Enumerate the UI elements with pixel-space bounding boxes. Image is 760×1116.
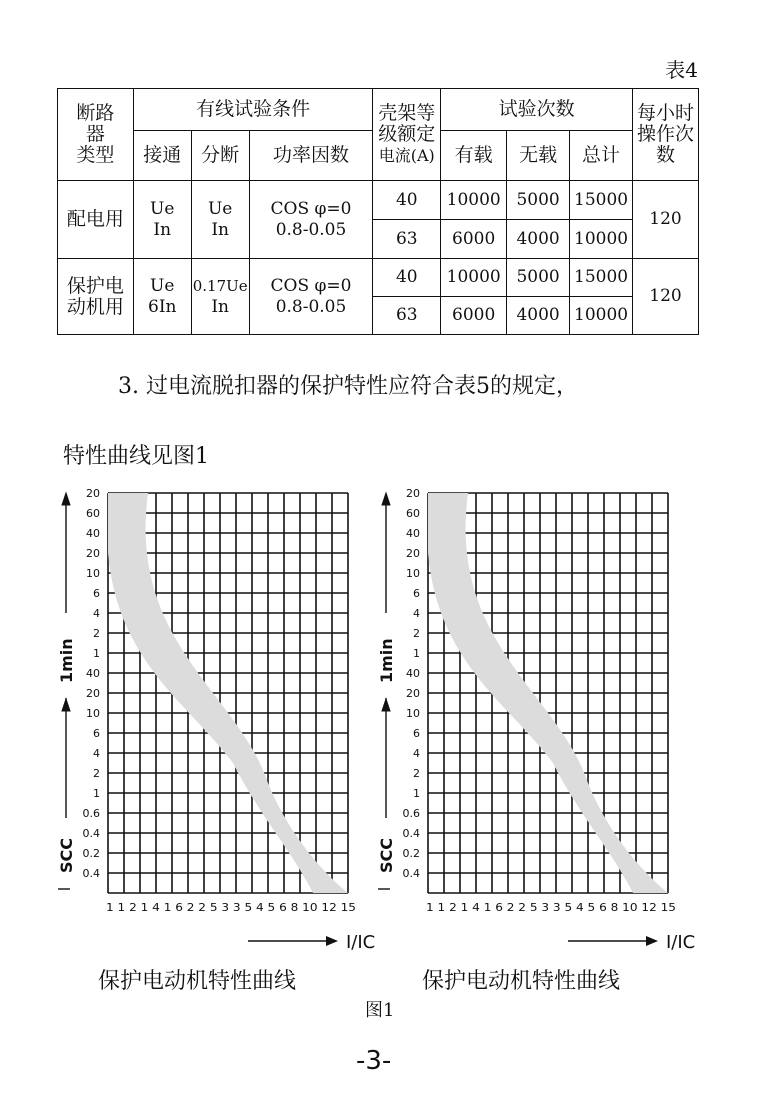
header-break: 分断 bbox=[191, 131, 249, 181]
header-no-load: 无载 bbox=[507, 131, 570, 181]
y-tick-label: 0.6 bbox=[82, 807, 100, 820]
x-axis-arrow-head bbox=[646, 936, 658, 946]
header-breaker-type: 断路 器 类型 bbox=[58, 89, 134, 181]
break-cell: Ue In bbox=[191, 181, 249, 259]
y-unit-top: 1min bbox=[57, 638, 76, 683]
total-cell: 10000 bbox=[570, 297, 633, 335]
header-test-conditions: 有线试验条件 bbox=[133, 89, 373, 131]
make-cell: Ue 6In bbox=[133, 259, 191, 335]
y-tick-label: 0.2 bbox=[82, 847, 100, 860]
y-unit-bottom: SCC bbox=[57, 837, 76, 873]
total-cell: 15000 bbox=[570, 181, 633, 220]
test-table bbox=[57, 88, 699, 335]
y-tick-labels bbox=[83, 487, 101, 880]
y-tick-label: 4 bbox=[93, 747, 100, 760]
y-tick-label: 2 bbox=[93, 627, 100, 640]
y-tick-label: 1 bbox=[413, 647, 420, 660]
table-label: 表4 bbox=[665, 58, 698, 82]
y-tick-label: 4 bbox=[413, 747, 420, 760]
y-tick-label: 10 bbox=[86, 567, 100, 580]
y-tick-label: 2 bbox=[413, 627, 420, 640]
y-tick-label: 1 bbox=[413, 787, 420, 800]
y-unit-top: 1min bbox=[377, 638, 396, 683]
current-cell: 63 bbox=[373, 220, 441, 259]
x-tick-labels: 1 1 2 1 4 1 6 2 2 5 3 3 5 4 5 6 8 10 12 15 bbox=[106, 901, 356, 914]
characteristic-chart-left bbox=[40, 487, 376, 958]
on-load-cell: 10000 bbox=[441, 259, 507, 297]
y-tick-label: 0.4 bbox=[82, 867, 100, 880]
y-tick-label: 60 bbox=[406, 507, 420, 520]
y-unit-bottom: SCC bbox=[377, 837, 396, 873]
y-tick-label: 1 bbox=[93, 787, 100, 800]
axis-arrow-part bbox=[62, 699, 70, 711]
no-load-cell: 5000 bbox=[507, 259, 570, 297]
on-load-cell: 6000 bbox=[441, 297, 507, 335]
header-make: 接通 bbox=[133, 131, 191, 181]
y-tick-label: 10 bbox=[406, 567, 420, 580]
x-axis-arrow-head bbox=[326, 936, 338, 946]
on-load-cell: 10000 bbox=[441, 181, 507, 220]
current-cell: 40 bbox=[373, 181, 441, 220]
table-row bbox=[58, 181, 699, 220]
x-unit: I/IC bbox=[666, 932, 696, 953]
make-cell: Ue In bbox=[133, 181, 191, 259]
y-tick-label: 40 bbox=[86, 527, 100, 540]
break-cell: 0.17Ue In bbox=[191, 259, 249, 335]
no-load-cell: 4000 bbox=[507, 220, 570, 259]
header-on-load: 有载 bbox=[441, 131, 507, 181]
y-tick-label: 20 bbox=[86, 487, 100, 500]
y-tick-label: 40 bbox=[406, 667, 420, 680]
y-tick-label: 4 bbox=[413, 607, 420, 620]
y-tick-label: 60 bbox=[86, 507, 100, 520]
breaker-type-cell: 保护电 动机用 bbox=[58, 259, 134, 335]
header-total: 总计 bbox=[570, 131, 633, 181]
y-tick-label: 10 bbox=[86, 707, 100, 720]
header-rated-current: 壳架等 级额定 电流(A) bbox=[373, 89, 441, 181]
figure-reference-line: 特性曲线见图1 bbox=[63, 444, 209, 469]
y-tick-label: 20 bbox=[86, 547, 100, 560]
figure-label: 图1 bbox=[365, 1000, 395, 1021]
y-tick-label: 6 bbox=[413, 727, 420, 740]
axis-arrow-part bbox=[382, 699, 390, 711]
y-axis-arrows bbox=[58, 493, 70, 889]
y-tick-label: 2 bbox=[413, 767, 420, 780]
header-test-counts: 试验次数 bbox=[441, 89, 633, 131]
y-tick-label: 1 bbox=[93, 647, 100, 660]
ops-cell: 120 bbox=[633, 181, 699, 259]
chart-caption-left: 保护电动机特性曲线 bbox=[98, 969, 297, 994]
y-tick-label: 20 bbox=[406, 547, 420, 560]
on-load-cell: 6000 bbox=[441, 220, 507, 259]
power-factor-cell: COS φ=0 0.8-0.05 bbox=[249, 259, 373, 335]
x-tick-labels: 1 1 2 1 4 1 6 2 2 5 3 3 5 4 5 6 8 10 12 15 bbox=[426, 901, 676, 914]
breaker-type-cell: 配电用 bbox=[58, 181, 134, 259]
x-unit: I/IC bbox=[346, 932, 376, 953]
no-load-cell: 4000 bbox=[507, 297, 570, 335]
y-tick-label: 6 bbox=[93, 727, 100, 740]
y-tick-label: 20 bbox=[406, 487, 420, 500]
y-tick-label: 0.4 bbox=[402, 867, 420, 880]
y-tick-labels bbox=[403, 487, 421, 880]
y-axis-arrows bbox=[378, 493, 390, 889]
axis-arrow-part bbox=[382, 493, 390, 505]
y-tick-label: 20 bbox=[86, 687, 100, 700]
power-factor-cell: COS φ=0 0.8-0.05 bbox=[249, 181, 373, 259]
y-tick-label: 2 bbox=[93, 767, 100, 780]
y-tick-label: 40 bbox=[86, 667, 100, 680]
y-tick-label: 4 bbox=[93, 607, 100, 620]
total-cell: 15000 bbox=[570, 259, 633, 297]
ops-cell: 120 bbox=[633, 259, 699, 335]
current-cell: 63 bbox=[373, 297, 441, 335]
total-cell: 10000 bbox=[570, 220, 633, 259]
page-number: -3- bbox=[356, 1046, 392, 1076]
table-row bbox=[58, 259, 699, 297]
y-tick-label: 10 bbox=[406, 707, 420, 720]
header-ops-per-hour: 每小时 操作次 数 bbox=[633, 89, 699, 181]
header-power-factor: 功率因数 bbox=[249, 131, 373, 181]
y-tick-label: 0.2 bbox=[402, 847, 420, 860]
no-load-cell: 5000 bbox=[507, 181, 570, 220]
y-tick-label: 0.6 bbox=[402, 807, 420, 820]
y-tick-label: 0.4 bbox=[82, 827, 100, 840]
chart-caption-right: 保护电动机特性曲线 bbox=[422, 969, 621, 994]
body-sentence: 3. 过电流脱扣器的保护特性应符合表5的规定， bbox=[118, 374, 578, 399]
characteristic-chart-right bbox=[360, 487, 696, 958]
y-tick-label: 6 bbox=[93, 587, 100, 600]
y-tick-label: 6 bbox=[413, 587, 420, 600]
current-cell: 40 bbox=[373, 259, 441, 297]
y-tick-label: 40 bbox=[406, 527, 420, 540]
axis-arrow-part bbox=[62, 493, 70, 505]
y-tick-label: 0.4 bbox=[402, 827, 420, 840]
y-tick-label: 20 bbox=[406, 687, 420, 700]
